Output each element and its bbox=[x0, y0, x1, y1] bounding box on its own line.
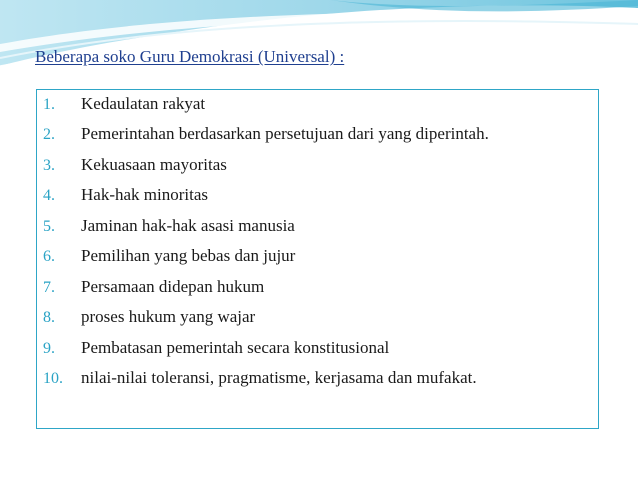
item-text: Persamaan didepan hukum bbox=[81, 277, 265, 296]
list-item bbox=[37, 155, 597, 185]
item-text: Pembatasan pemerintah secara konstitusional bbox=[81, 338, 390, 357]
item-number: 1. bbox=[43, 96, 55, 113]
item-number: 2. bbox=[43, 126, 55, 143]
slide-title: Beberapa soko Guru Demokrasi (Universal) : bbox=[35, 47, 345, 66]
item-number: 3. bbox=[43, 157, 55, 174]
list-item bbox=[37, 246, 597, 276]
item-text: Pemerintahan berdasarkan persetujuan dari yang diperintah. bbox=[81, 124, 489, 143]
list-item bbox=[37, 277, 597, 307]
item-number: 5. bbox=[43, 218, 55, 235]
item-number: 7. bbox=[43, 279, 55, 296]
item-number: 9. bbox=[43, 340, 55, 357]
item-text: Kedaulatan rakyat bbox=[81, 94, 206, 113]
list-item bbox=[37, 94, 597, 124]
item-number: 6. bbox=[43, 248, 55, 265]
item-text: Hak-hak minoritas bbox=[81, 185, 208, 204]
item-text: proses hukum yang wajar bbox=[81, 307, 256, 326]
item-number: 4. bbox=[43, 187, 55, 204]
list-item bbox=[37, 216, 597, 246]
list-item bbox=[37, 124, 597, 154]
item-text: Jaminan hak-hak asasi manusia bbox=[81, 216, 295, 235]
item-number: 10. bbox=[43, 370, 63, 387]
list-item bbox=[37, 338, 597, 368]
item-number: 8. bbox=[43, 309, 55, 326]
item-text: Kekuasaan mayoritas bbox=[81, 155, 227, 174]
content-box bbox=[36, 89, 599, 429]
item-text: nilai-nilai toleransi, pragmatisme, kerjasama dan mufakat. bbox=[81, 368, 477, 387]
header-wave-decoration bbox=[0, 0, 638, 80]
item-text: Pemilihan yang bebas dan jujur bbox=[81, 246, 296, 265]
list-item bbox=[37, 368, 597, 398]
list-item bbox=[37, 307, 597, 337]
list-item bbox=[37, 185, 597, 215]
